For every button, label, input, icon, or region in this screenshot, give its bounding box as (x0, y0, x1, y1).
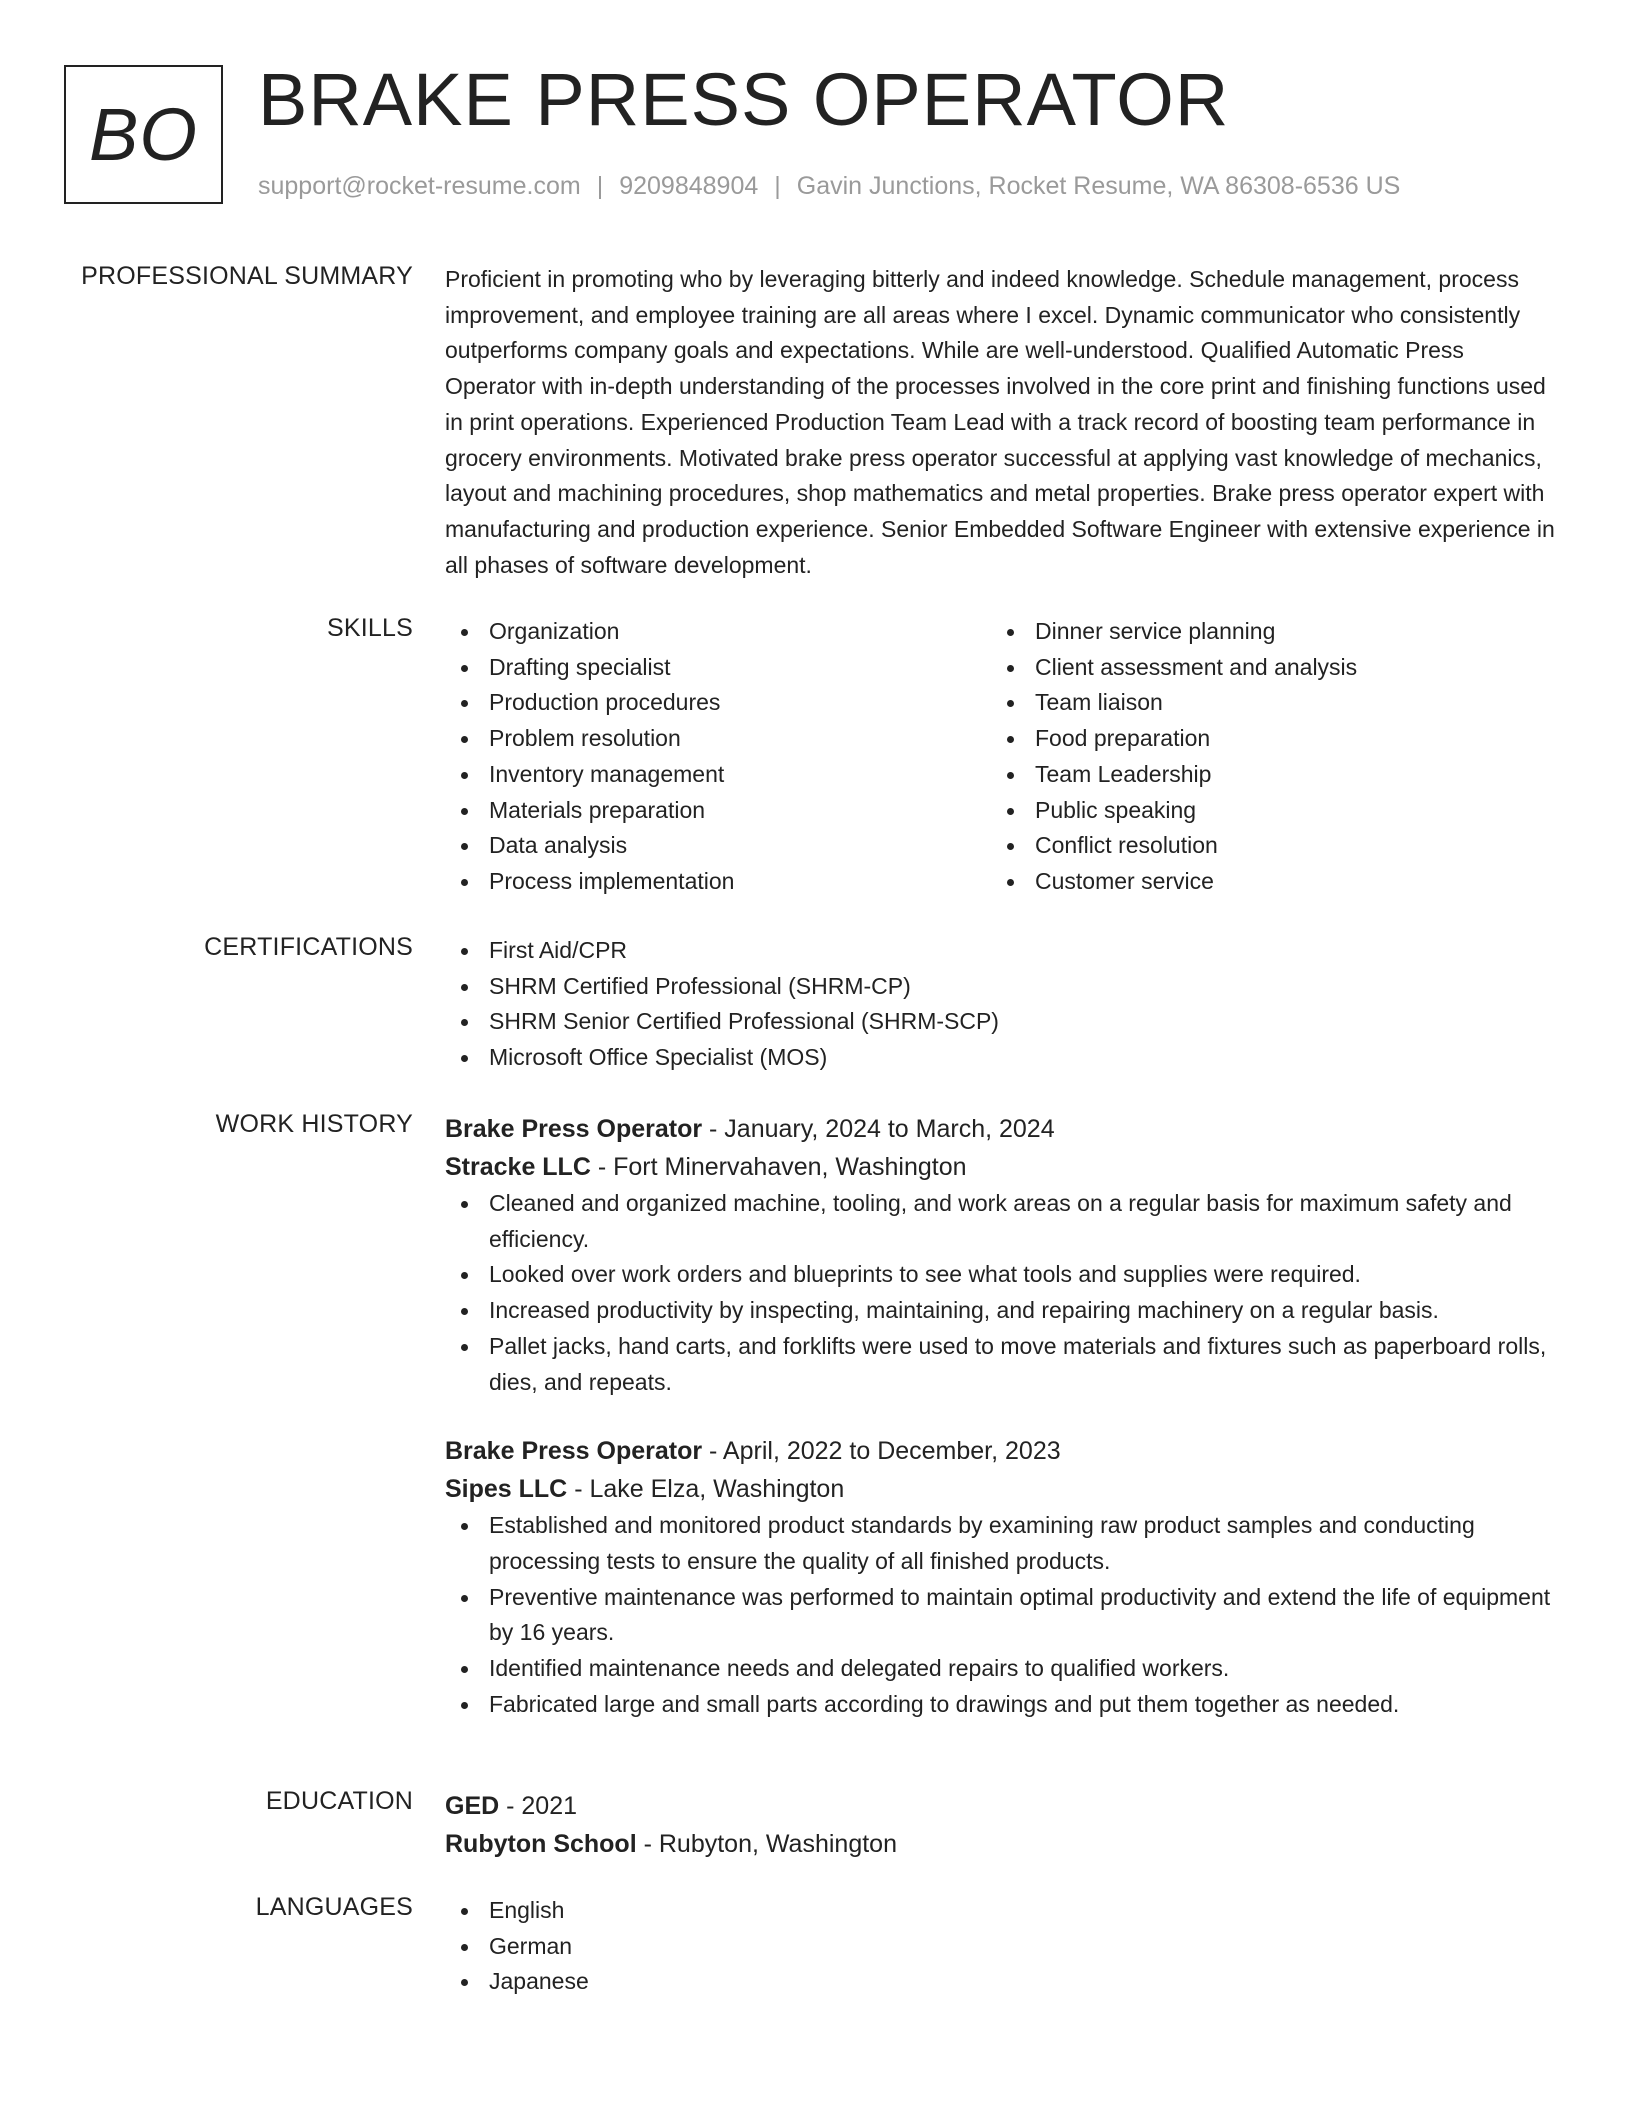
section-label-languages: LANGUAGES (255, 1893, 413, 1921)
skill-item: Client assessment and analysis (991, 650, 1537, 686)
job-title: Brake Press Operator (445, 1437, 703, 1466)
education-school: Rubyton School (445, 1830, 637, 1858)
monogram-box (64, 65, 223, 204)
education-year: - 2021 (499, 1792, 578, 1820)
job-bullets (445, 1508, 1557, 1722)
contact-separator: | (596, 172, 604, 200)
candidate-name: BRAKE PRESS OPERATOR (258, 58, 1230, 141)
skill-item: Dinner service planning (991, 614, 1537, 650)
education-degree: GED (445, 1792, 500, 1820)
contact-separator: | (774, 172, 781, 200)
section-label-certifications: CERTIFICATIONS (204, 933, 413, 961)
skill-item: Data analysis (445, 828, 991, 864)
skills-list-right (991, 614, 1537, 900)
job-entry (445, 1432, 1557, 1722)
skill-item: Problem resolution (445, 721, 991, 757)
job-company: Stracke LLC (445, 1153, 591, 1181)
contact-address: Gavin Junctions, Rocket Resume, WA 86308-6536 US (796, 172, 1401, 200)
job-location: - Lake Elza, Washington (567, 1475, 845, 1504)
languages-body (445, 1893, 1557, 2000)
job-company-line (445, 1148, 1557, 1186)
contact-email: support@rocket-resume.com (258, 172, 581, 200)
job-bullet: Looked over work orders and blueprints to see what tools and supplies were required. (445, 1257, 1557, 1293)
job-bullet: Pallet jacks, hand carts, and forklifts were used to move materials and fixtures such as paperboard rolls, dies, and repeats. (445, 1329, 1557, 1400)
job-bullets (445, 1186, 1557, 1400)
skill-item: Conflict resolution (991, 828, 1537, 864)
job-bullet: Preventive maintenance was performed to maintain optimal productivity and extend the life of equipment by 16 years. (445, 1580, 1557, 1651)
languages-list (445, 1893, 1557, 2000)
work-history-body (445, 1110, 1557, 1722)
skill-item: Process implementation (445, 864, 991, 900)
job-bullet: Increased productivity by inspecting, maintaining, and repairing machinery on a regular basis. (445, 1293, 1557, 1329)
job-bullet: Established and monitored product standards by examining raw product samples and conducting processing tests to ensure the quality of all finished products. (445, 1508, 1557, 1579)
job-bullet: Identified maintenance needs and delegated repairs to qualified workers. (445, 1651, 1557, 1687)
summary-body (445, 262, 1557, 583)
skill-item: Organization (445, 614, 991, 650)
skill-item: Food preparation (991, 721, 1537, 757)
certifications-body (445, 933, 1557, 1076)
education-body (445, 1787, 1557, 1863)
skill-item: Team liaison (991, 685, 1537, 721)
job-dates: - January, 2024 to March, 2024 (702, 1115, 1055, 1143)
certification-item: First Aid/CPR (445, 933, 1557, 969)
certification-item: Microsoft Office Specialist (MOS) (445, 1040, 1557, 1076)
skill-item: Team Leadership (991, 757, 1537, 793)
skills-columns (445, 614, 1557, 900)
skills-list-left (445, 614, 991, 900)
education-school-line (445, 1825, 1557, 1863)
language-item: English (445, 1893, 1557, 1929)
certification-item: SHRM Certified Professional (SHRM-CP) (445, 969, 1557, 1005)
job-location: - Fort Minervahaven, Washington (590, 1153, 967, 1181)
section-label-work-history: WORK HISTORY (215, 1110, 413, 1138)
job-title-line (445, 1432, 1557, 1470)
job-entry (445, 1110, 1557, 1400)
job-title-line (445, 1110, 1557, 1148)
certifications-list (445, 933, 1557, 1076)
language-item: German (445, 1929, 1557, 1965)
job-dates: - April, 2022 to December, 2023 (702, 1437, 1061, 1466)
section-label-education: EDUCATION (265, 1787, 413, 1815)
job-company-line (445, 1470, 1557, 1508)
section-label-skills: SKILLS (327, 614, 413, 642)
job-bullet: Fabricated large and small parts according to drawings and put them together as needed. (445, 1687, 1557, 1723)
skill-item: Drafting specialist (445, 650, 991, 686)
skill-item: Inventory management (445, 757, 991, 793)
language-item: Japanese (445, 1964, 1557, 2000)
job-bullet: Cleaned and organized machine, tooling, and work areas on a regular basis for maximum safety and efficiency. (445, 1186, 1557, 1257)
skill-item: Materials preparation (445, 793, 991, 829)
education-degree-line (445, 1787, 1557, 1825)
summary-text: Proficient in promoting who by leveraging bitterly and indeed knowledge. Schedule management, process improvement, and employee training are all areas where I excel. Dynamic communicator who consistently outperforms company goals and expectations. While are well-understood. Qualified Automatic Press Operator with in-depth understanding of the processes involved in the core print and finishing functions used in print operations. Experienced Production Team Lead with a track record of boosting team performance in grocery environments. Motivated brake press operator successful at applying vast knowledge of mechanics, layout and machining procedures, shop mathematics and metal properties. Brake press operator expert with manufacturing and production experience. Senior Embedded Software Engineer with extensive experience in all phases of software development. (445, 266, 1555, 578)
education-location: - Rubyton, Washington (636, 1830, 897, 1858)
monogram-initials: BO (89, 93, 198, 176)
skill-item: Customer service (991, 864, 1537, 900)
contact-phone: 9209848904 (619, 172, 759, 200)
contact-line (258, 172, 1400, 201)
certification-item: SHRM Senior Certified Professional (SHRM-SCP) (445, 1004, 1557, 1040)
skill-item: Production procedures (445, 685, 991, 721)
job-title: Brake Press Operator (445, 1115, 703, 1143)
section-label-summary: PROFESSIONAL SUMMARY (81, 262, 413, 290)
job-company: Sipes LLC (445, 1475, 568, 1504)
skill-item: Public speaking (991, 793, 1537, 829)
